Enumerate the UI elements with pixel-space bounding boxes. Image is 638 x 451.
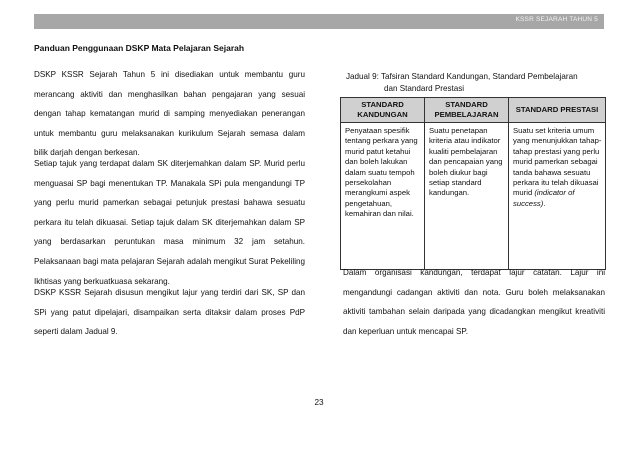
running-title: KSSR SEJARAH TAHUN 5	[515, 16, 598, 23]
table-caption	[346, 71, 606, 95]
paragraph-intro: DSKP KSSR Sejarah Tahun 5 ini disediakan untuk membantu guru merancang aktiviti dan menghasilkan bahan pengajaran yang sesuai dengan tahap kematangan murid di samping menyediakan penerangan untuk membantu guru melaksanakan kurikulum Sejarah semasa dalam bilik darjah dengan berkesan.	[34, 70, 305, 158]
table-row	[341, 123, 606, 270]
cell-standard-prestasi-end: .	[543, 198, 546, 208]
cell-standard-pembelajaran: Suatu penetapan kriteria atau indikator kualiti pembelajaran dan pencapaian yang boleh diukur bagi setiap standard kandungan.	[425, 123, 509, 270]
running-header	[34, 14, 604, 29]
table-caption-line1: Jadual 9: Tafsiran Standard Kandungan, Standard Pembelajaran	[346, 72, 578, 81]
cell-standard-prestasi	[509, 123, 606, 270]
header-standard-pembelajaran: STANDARD PEMBELAJARAN	[425, 98, 509, 123]
section-title: Panduan Penggunaan DSKP Mata Pelajaran Sejarah	[34, 43, 245, 53]
cell-standard-kandungan: Penyataan spesifik tentang perkara yang murid patut ketahui dan boleh lakukan dalam suatu tempoh persekolahan merangkumi aspek pengetahuan, kemahiran dan nilai.	[341, 123, 425, 270]
indicator-of-success-note: (indicator of success)	[513, 188, 575, 208]
cell-standard-prestasi-text: Suatu set kriteria umum yang menunjukkan tahap-tahap prestasi yang perlu murid pamerkan sebagai tanda bahawa sesuatu perkara itu telah dikuasai murid	[513, 126, 602, 198]
standards-table	[340, 97, 606, 270]
paragraph-organisasi: Dalam organisasi kandungan, terdapat lajur catatan. Lajur ini mengandungi cadangan aktiviti dan nota. Guru boleh melaksanakan aktiviti tambahan selain daripada yang dicadangkan mengikut kreativiti dan keperluan untuk mencapai SP.	[343, 268, 605, 336]
table-header-row	[341, 98, 606, 123]
paragraph-dskp-columns: DSKP KSSR Sejarah disusun mengikut lajur yang terdiri dari SK, SP dan SPi yang patut dipelajari, disampaikan serta ditaksir dalam proses PdP seperti dalam Jadual 9.	[34, 288, 305, 337]
header-standard-prestasi: STANDARD PRESTASI	[509, 98, 606, 123]
paragraph-sk-sp: Setiap tajuk yang terdapat dalam SK diterjemahkan dalam SP. Murid perlu menguasai SP bagi menentukan TP. Manakala SPi pula mengandungi TP yang perlu murid pamerkan sebagai petunjuk prestasi bahawa sesuatu perkara itu telah dikuasai. Setiap tajuk dalam SK diterjemahkan dalam SP yang berdasarkan peruntukan masa minimum 32 jam setahun. Pelaksanaan bagi mata pelajaran Sejarah adalah mengikut Surat Pekeliling Ikhtisas yang berkuatkuasa sekarang.	[34, 159, 305, 286]
table-caption-line2: dan Standard Prestasi	[384, 84, 465, 93]
header-standard-kandungan: STANDARD KANDUNGAN	[341, 98, 425, 123]
page-number: 23	[314, 398, 324, 407]
